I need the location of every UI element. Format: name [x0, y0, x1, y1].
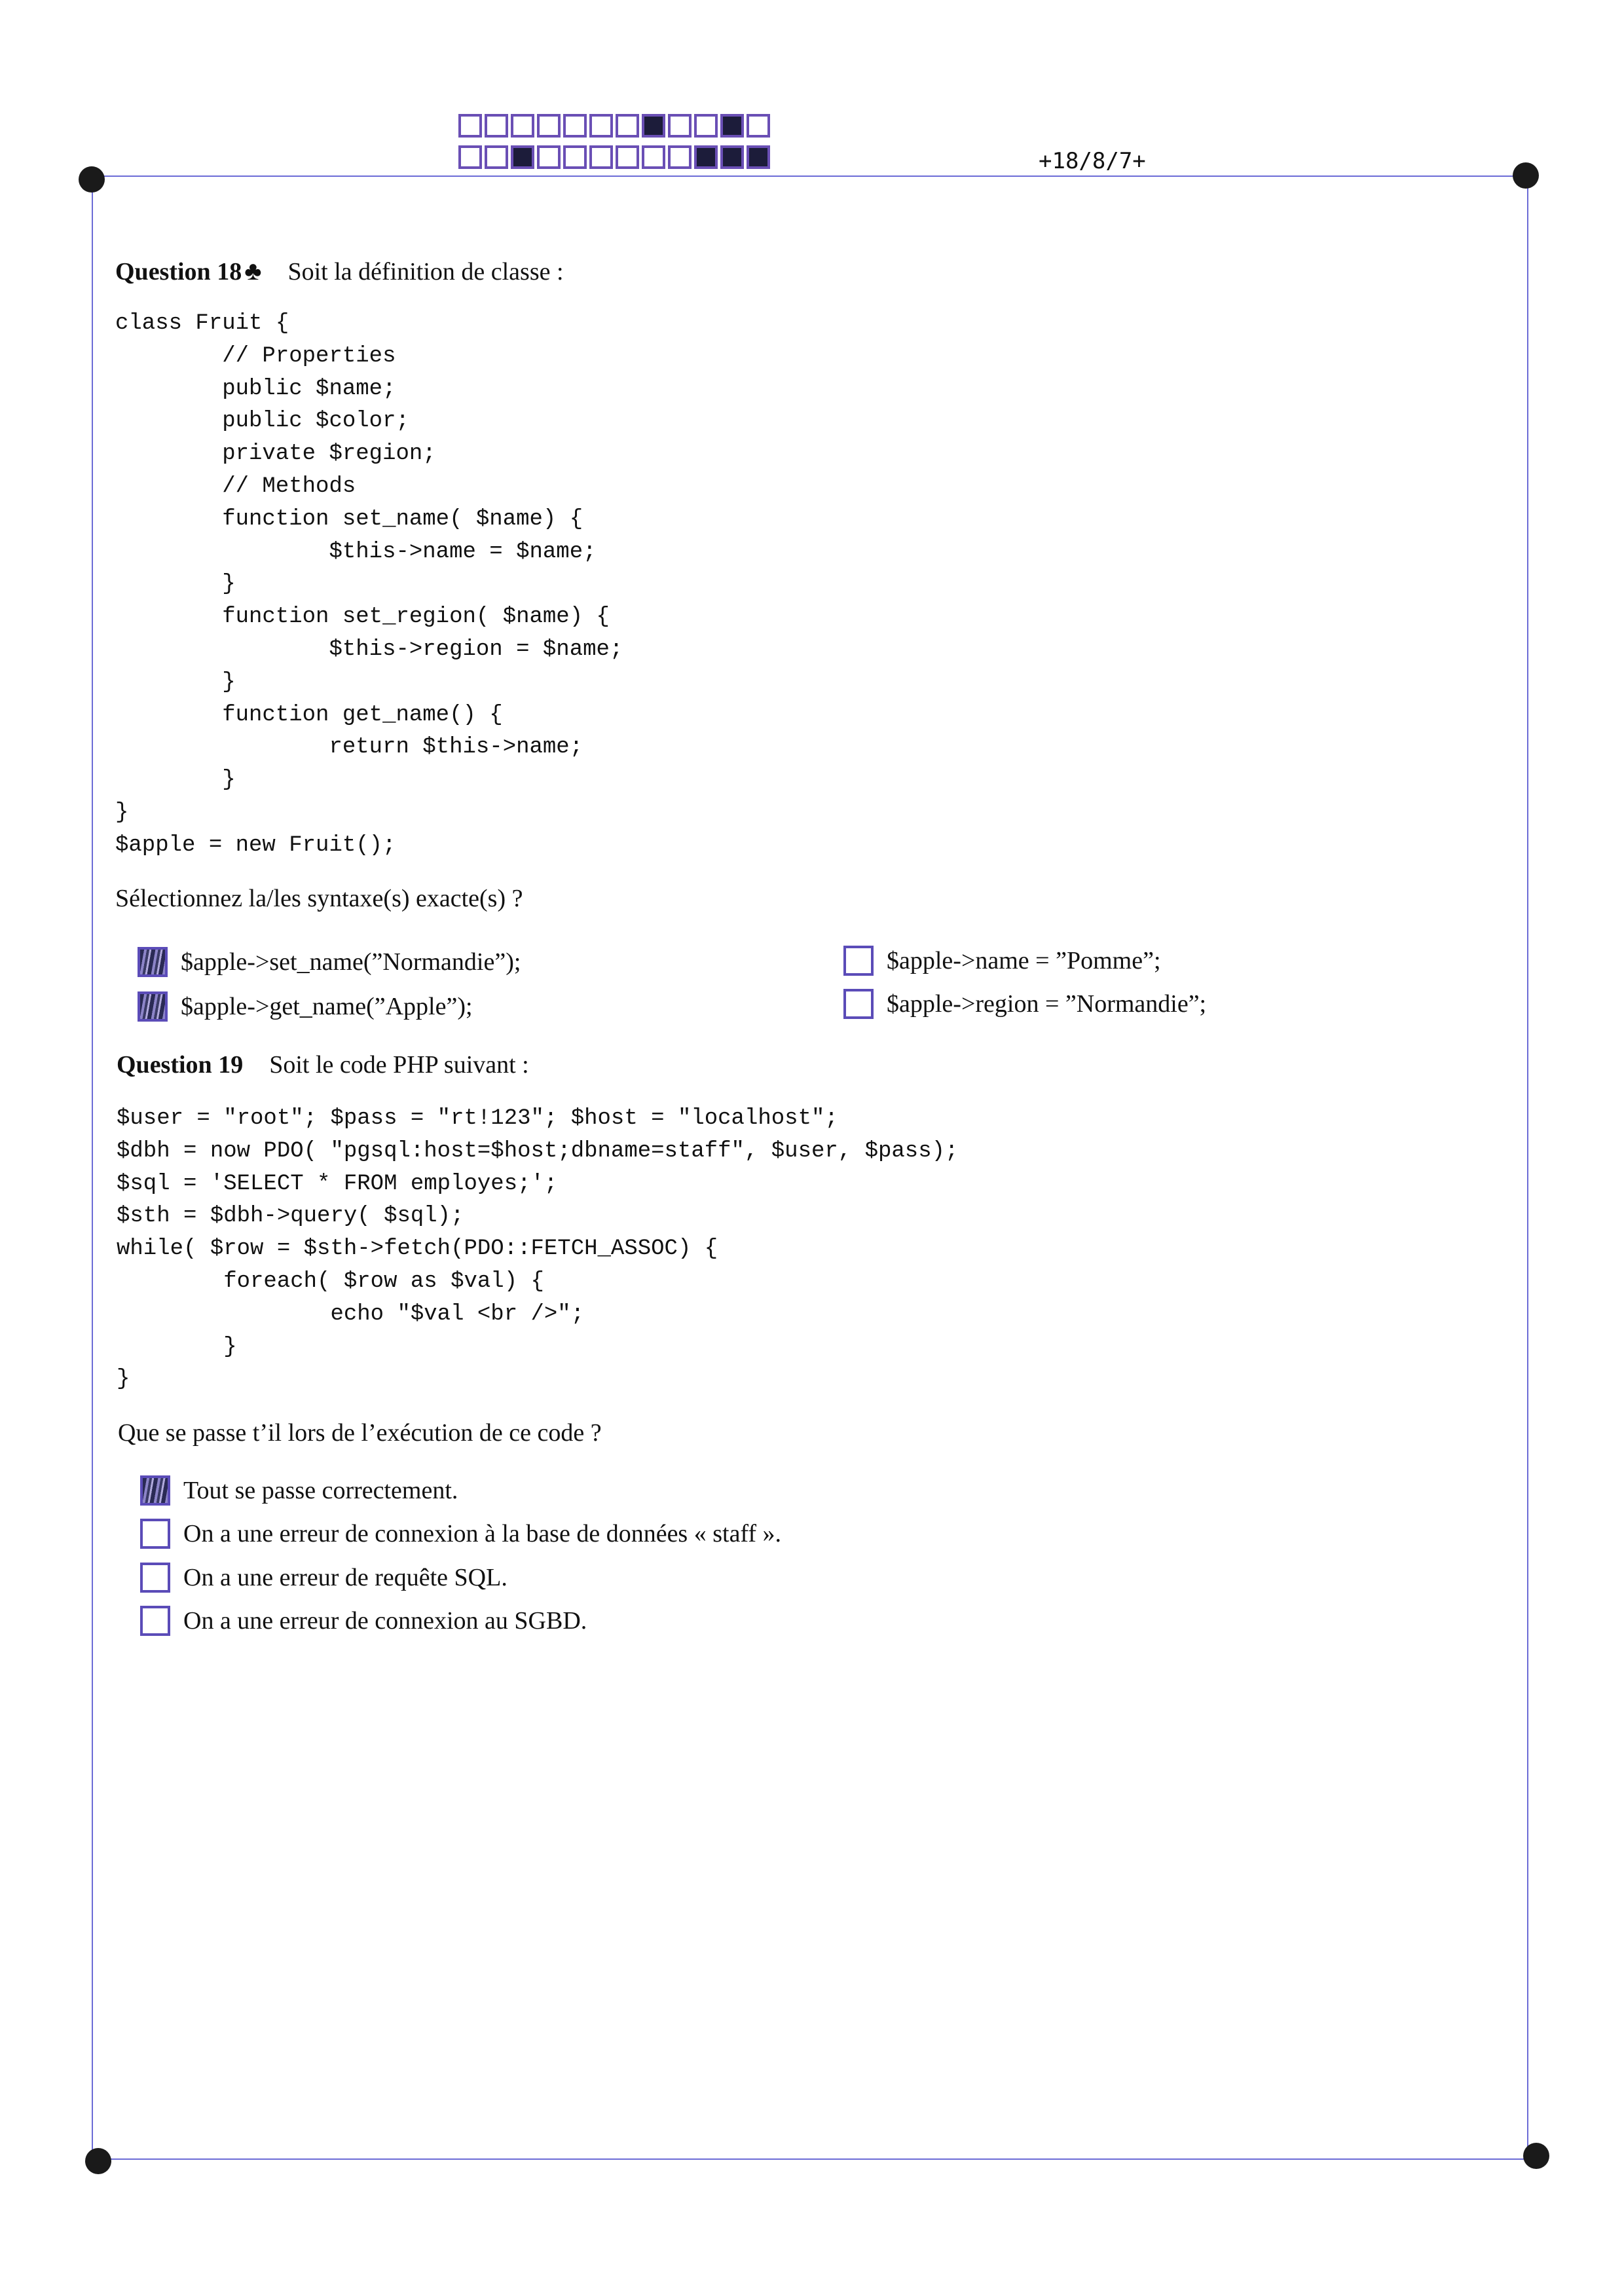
code-cell-empty	[589, 145, 613, 169]
q19-choice-3[interactable]	[140, 1563, 507, 1593]
q19-choice-4[interactable]	[140, 1606, 587, 1636]
question-18-header	[115, 255, 564, 286]
question-18-statement: Soit la définition de classe :	[287, 258, 564, 286]
question-18-number: Question 18	[115, 258, 242, 286]
code-cell-empty	[485, 114, 508, 138]
frame-right-line	[1527, 176, 1528, 2160]
code-cell-empty	[563, 145, 587, 169]
frame-bottom-line	[98, 2158, 1536, 2160]
q18-checkbox-4[interactable]	[843, 989, 874, 1019]
code-cell-empty	[537, 145, 561, 169]
q19-checkbox-2[interactable]	[140, 1519, 170, 1549]
corner-mark-top-right	[1513, 162, 1539, 189]
code-cell-filled	[511, 145, 534, 169]
code-cell-empty	[616, 145, 639, 169]
code-cell-empty	[668, 145, 692, 169]
frame-top-line	[92, 176, 1526, 177]
q18-checkbox-2[interactable]	[138, 991, 168, 1022]
q19-checkbox-4[interactable]	[140, 1606, 170, 1636]
code-cell-filled	[720, 114, 744, 138]
q19-checkbox-3[interactable]	[140, 1563, 170, 1593]
code-cell-empty	[589, 114, 613, 138]
q19-choice-label: On a une erreur de connexion au SGBD.	[183, 1607, 587, 1635]
code-cell-empty	[668, 114, 692, 138]
code-cell-empty	[458, 114, 482, 138]
page-id: +18/8/7+	[1039, 148, 1146, 174]
question-19-prompt: Que se passe t’il lors de l’exécution de ce code ?	[118, 1419, 602, 1447]
q19-choice-label: On a une erreur de requête SQL.	[183, 1564, 507, 1591]
q18-choice-2[interactable]	[138, 991, 473, 1022]
answer-sheet-code-row-1	[458, 114, 773, 138]
question-19-number: Question 19	[117, 1051, 244, 1079]
code-cell-filled	[642, 114, 665, 138]
code-cell-empty	[694, 114, 718, 138]
q18-choice-1[interactable]	[138, 947, 521, 977]
question-19-statement: Soit le code PHP suivant :	[269, 1051, 529, 1079]
code-cell-empty	[563, 114, 587, 138]
frame-left-line	[92, 177, 93, 2160]
code-cell-filled	[747, 145, 770, 169]
q19-choice-label: Tout se passe correctement.	[183, 1477, 458, 1504]
question-19-header	[117, 1050, 529, 1079]
corner-mark-bottom-right	[1523, 2143, 1549, 2169]
question-19-code: $user = "root"; $pass = "rt!123"; $host = "localhost"; $dbh = now PDO( "pgsql:host=$host;dbname=staff", $user, $pass); $sql = 'SELECT * FROM employes;'; $sth = $dbh->query( $sql); while( $row = $sth->fetch(PDO::FETCH_ASSOC) { foreach( $row as $val) { echo "$val <br />"; } }	[117, 1106, 959, 1392]
corner-mark-top-left	[79, 166, 105, 193]
code-cell-empty	[511, 114, 534, 138]
q18-choice-label: $apple->region = ”Normandie”;	[887, 990, 1207, 1018]
q18-checkbox-1[interactable]	[138, 947, 168, 977]
answer-sheet-code-row-2	[458, 145, 773, 169]
q19-choice-label: On a une erreur de connexion à la base de données « staff ».	[183, 1520, 782, 1547]
code-cell-empty	[485, 145, 508, 169]
code-cell-empty	[747, 114, 770, 138]
code-cell-empty	[537, 114, 561, 138]
q18-choice-label: $apple->set_name(”Normandie”);	[181, 948, 521, 976]
q18-choice-label: $apple->get_name(”Apple”);	[181, 993, 473, 1020]
q19-checkbox-1[interactable]	[140, 1475, 170, 1506]
question-18-prompt: Sélectionnez la/les syntaxe(s) exacte(s) ?	[115, 885, 523, 912]
q18-choice-4[interactable]	[843, 989, 1206, 1019]
code-cell-empty	[616, 114, 639, 138]
question-18-code: class Fruit { // Properties public $name; public $color; private $region; // Methods function set_name( $name) { $this->name = $name; } function set_region( $name) { $this->region = $name; } function get_name() { return $this->name; } } $apple = new Fruit();	[115, 311, 623, 858]
q19-choice-2[interactable]	[140, 1519, 781, 1549]
q18-choice-label: $apple->name = ”Pomme”;	[887, 947, 1161, 974]
code-cell-filled	[720, 145, 744, 169]
q19-choice-1[interactable]	[140, 1475, 458, 1506]
club-icon: ♣	[244, 256, 262, 286]
q18-choice-3[interactable]	[843, 946, 1161, 976]
code-cell-filled	[694, 145, 718, 169]
code-cell-empty	[642, 145, 665, 169]
corner-mark-bottom-left	[85, 2148, 111, 2174]
q18-checkbox-3[interactable]	[843, 946, 874, 976]
code-cell-empty	[458, 145, 482, 169]
